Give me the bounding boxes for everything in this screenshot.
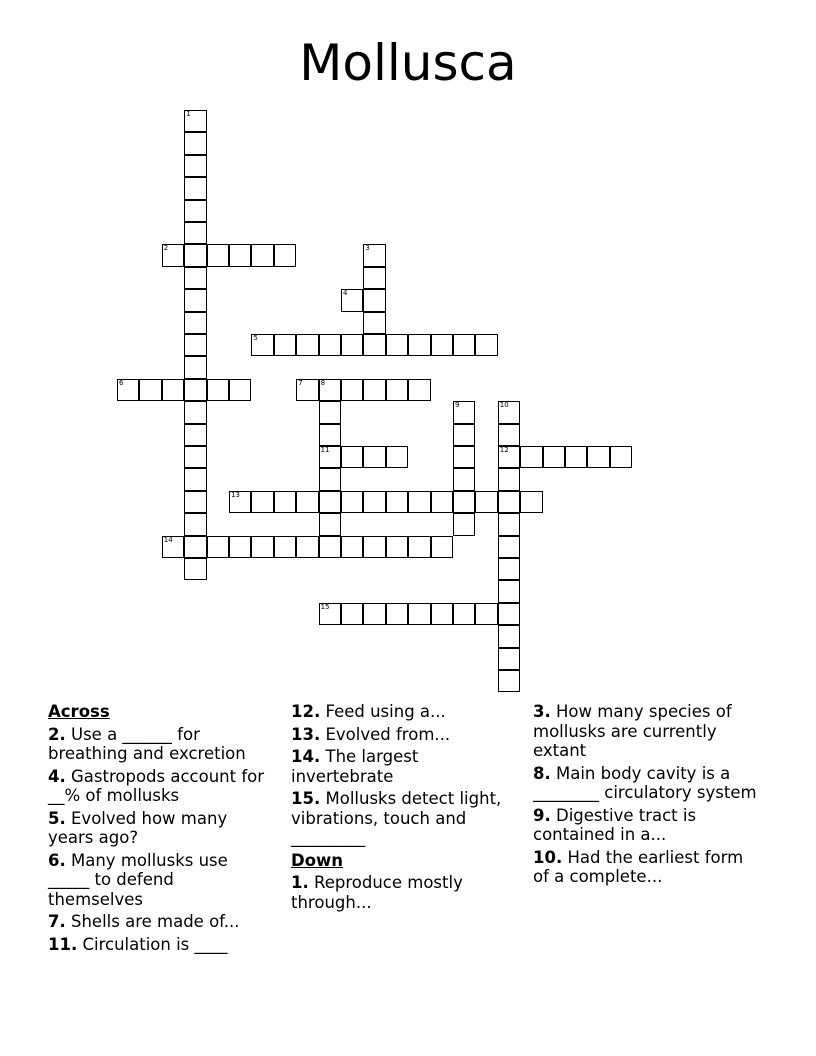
- grid-cell[interactable]: [453, 491, 475, 513]
- grid-cell[interactable]: [184, 513, 206, 535]
- grid-cell[interactable]: [229, 536, 251, 558]
- grid-cell[interactable]: [498, 401, 520, 423]
- grid-cell[interactable]: [565, 446, 587, 468]
- grid-cell[interactable]: [363, 312, 385, 334]
- grid-cell[interactable]: [184, 177, 206, 199]
- grid-cell[interactable]: [319, 491, 341, 513]
- clue-item: [48, 851, 274, 910]
- grid-cell[interactable]: [184, 379, 206, 401]
- grid-cell[interactable]: [498, 648, 520, 670]
- grid-cell[interactable]: [363, 491, 385, 513]
- grid-cell[interactable]: [184, 244, 206, 266]
- grid-cell[interactable]: [431, 491, 453, 513]
- grid-cell[interactable]: [251, 491, 273, 513]
- grid-cell[interactable]: [520, 446, 542, 468]
- clue-number: 11: [320, 446, 330, 454]
- grid-cell[interactable]: [386, 446, 408, 468]
- grid-cell[interactable]: [431, 536, 453, 558]
- clue-item: [533, 764, 763, 803]
- grid-cell[interactable]: [386, 603, 408, 625]
- grid-cell[interactable]: [341, 536, 363, 558]
- clue-item: [48, 935, 274, 955]
- grid-cell[interactable]: [341, 491, 363, 513]
- grid-cell[interactable]: [408, 379, 430, 401]
- grid-cell[interactable]: [453, 513, 475, 535]
- clue-number: 13: [231, 490, 240, 499]
- clue-number-label: 2.: [48, 724, 66, 744]
- grid-cell[interactable]: [184, 267, 206, 289]
- grid-cell[interactable]: [296, 379, 318, 401]
- clue-text: Circulation is ____: [82, 934, 228, 954]
- grid-cell[interactable]: [296, 536, 318, 558]
- clue-item: [291, 873, 513, 912]
- grid-cell[interactable]: [162, 379, 184, 401]
- grid-cell[interactable]: [341, 289, 363, 311]
- puzzle-title: Mollusca: [299, 34, 517, 92]
- grid-cell[interactable]: [386, 536, 408, 558]
- grid-cell[interactable]: [587, 446, 609, 468]
- grid-cell[interactable]: [184, 491, 206, 513]
- grid-cell[interactable]: [251, 334, 273, 356]
- grid-cell[interactable]: [498, 625, 520, 647]
- grid-cell[interactable]: [319, 379, 341, 401]
- grid-cell[interactable]: [498, 558, 520, 580]
- grid-cell[interactable]: [408, 536, 430, 558]
- clue-text: Reproduce mostly through...: [291, 873, 463, 912]
- grid-cell[interactable]: [363, 289, 385, 311]
- grid-cell[interactable]: [229, 491, 251, 513]
- grid-cell[interactable]: [207, 379, 229, 401]
- grid-cell[interactable]: [475, 603, 497, 625]
- clue-text: How many species of mollusks are currently extant: [533, 702, 732, 760]
- grid-cell[interactable]: [498, 603, 520, 625]
- section-heading-across: Across: [48, 702, 110, 721]
- grid-cell[interactable]: [543, 446, 565, 468]
- grid-cell[interactable]: [184, 132, 206, 154]
- grid-cell[interactable]: [296, 491, 318, 513]
- grid-cell[interactable]: [498, 536, 520, 558]
- grid-cell[interactable]: [498, 580, 520, 602]
- grid-cell[interactable]: [498, 513, 520, 535]
- clue-number-label: 6.: [48, 850, 66, 870]
- clue-item: [533, 848, 763, 887]
- grid-cell[interactable]: [498, 491, 520, 513]
- grid-cell[interactable]: [363, 379, 385, 401]
- clue-item: [291, 789, 513, 848]
- clue-number-label: 1.: [291, 873, 309, 892]
- grid-cell[interactable]: [363, 446, 385, 468]
- grid-cell[interactable]: [363, 267, 385, 289]
- grid-cell[interactable]: [184, 424, 206, 446]
- grid-cell[interactable]: [453, 401, 475, 423]
- clue-item: [291, 725, 513, 745]
- grid-cell[interactable]: [184, 200, 206, 222]
- clue-number: 8: [320, 378, 326, 387]
- grid-cell[interactable]: [184, 312, 206, 334]
- clue-text: Gastropods account for __% of mollusks: [48, 766, 265, 805]
- clue-number: 14: [163, 535, 173, 544]
- grid-cell[interactable]: [184, 289, 206, 311]
- clue-text: Use a ______ for breathing and excretion: [48, 724, 246, 763]
- grid-cell[interactable]: [431, 334, 453, 356]
- clue-column-3: [533, 702, 763, 890]
- grid-cell[interactable]: [296, 334, 318, 356]
- grid-cell[interactable]: [475, 334, 497, 356]
- grid-cell[interactable]: [498, 424, 520, 446]
- clue-number: 7: [298, 378, 303, 387]
- clue-item: [48, 809, 274, 848]
- grid-cell[interactable]: [319, 603, 341, 625]
- clue-number: 5: [253, 334, 258, 342]
- grid-cell[interactable]: [184, 356, 206, 378]
- clue-number: 15: [320, 602, 330, 611]
- section-heading-down: Down: [291, 850, 344, 870]
- clue-text: Digestive tract is contained in a...: [533, 805, 697, 844]
- grid-cell[interactable]: [341, 379, 363, 401]
- grid-cell[interactable]: [386, 379, 408, 401]
- grid-cell[interactable]: [341, 446, 363, 468]
- grid-cell[interactable]: [184, 222, 206, 244]
- grid-cell[interactable]: [184, 401, 206, 423]
- grid-cell[interactable]: [319, 401, 341, 423]
- grid-cell[interactable]: [453, 603, 475, 625]
- grid-cell[interactable]: [229, 379, 251, 401]
- grid-cell[interactable]: [184, 334, 206, 356]
- grid-cell[interactable]: [184, 536, 206, 558]
- clue-number-label: 11.: [48, 934, 78, 954]
- clue-number: 12: [499, 446, 509, 454]
- grid-cell[interactable]: [139, 379, 161, 401]
- grid-cell[interactable]: [251, 244, 273, 266]
- clue-item: [48, 912, 274, 932]
- clue-number: 6: [119, 378, 124, 387]
- grid-cell[interactable]: [274, 244, 296, 266]
- clue-number-label: 8.: [533, 763, 551, 783]
- clue-number-label: 10.: [533, 847, 563, 867]
- clue-text: Main body cavity is a ________ circulatory system: [533, 763, 757, 802]
- clue-item: [48, 725, 274, 764]
- grid-cell[interactable]: [319, 334, 341, 356]
- grid-cell[interactable]: [319, 468, 341, 490]
- clue-number: 4: [343, 289, 348, 298]
- grid-cell[interactable]: [453, 334, 475, 356]
- grid-cell[interactable]: [520, 491, 542, 513]
- grid-cell[interactable]: [184, 446, 206, 468]
- clue-number-label: 15.: [291, 789, 321, 808]
- clue-number-label: 3.: [533, 702, 551, 721]
- clue-text: Shells are made of...: [71, 912, 240, 931]
- clue-item: [533, 702, 763, 761]
- clue-column-1: [48, 702, 274, 957]
- grid-cell[interactable]: [274, 491, 296, 513]
- grid-cell[interactable]: [386, 491, 408, 513]
- grid-cell[interactable]: [408, 334, 430, 356]
- clue-number-label: 14.: [291, 747, 321, 766]
- grid-cell[interactable]: [475, 491, 497, 513]
- clue-column-2: [291, 702, 513, 915]
- grid-cell[interactable]: [184, 110, 206, 132]
- grid-cell[interactable]: [162, 244, 184, 266]
- clue-item: [291, 702, 513, 722]
- grid-cell[interactable]: [117, 379, 139, 401]
- grid-cell[interactable]: [319, 536, 341, 558]
- clue-number: 9: [455, 401, 460, 410]
- grid-cell[interactable]: [207, 536, 229, 558]
- clue-number-label: 12.: [291, 702, 321, 721]
- grid-cell[interactable]: [498, 446, 520, 468]
- grid-cell[interactable]: [184, 558, 206, 580]
- clue-number-label: 7.: [48, 912, 66, 931]
- clue-text: Evolved how many years ago?: [48, 808, 228, 847]
- grid-cell[interactable]: [610, 446, 632, 468]
- grid-cell[interactable]: [319, 513, 341, 535]
- grid-cell[interactable]: [453, 446, 475, 468]
- grid-cell[interactable]: [319, 424, 341, 446]
- grid-cell[interactable]: [341, 334, 363, 356]
- grid-cell[interactable]: [498, 670, 520, 692]
- grid-cell[interactable]: [229, 244, 251, 266]
- grid-cell[interactable]: [453, 468, 475, 490]
- grid-cell[interactable]: [184, 468, 206, 490]
- grid-cell[interactable]: [207, 244, 229, 266]
- clue-number: 2: [163, 244, 169, 253]
- grid-cell[interactable]: [184, 155, 206, 177]
- clue-number-label: 5.: [48, 808, 66, 828]
- clue-text: Feed using a...: [325, 702, 446, 721]
- clue-number-label: 4.: [48, 766, 66, 786]
- grid-cell[interactable]: [453, 424, 475, 446]
- grid-cell[interactable]: [408, 603, 430, 625]
- clue-text: Mollusks detect light, vibrations, touch and _________: [291, 789, 502, 847]
- grid-cell[interactable]: [319, 446, 341, 468]
- grid-cell[interactable]: [363, 334, 385, 356]
- clue-number-label: 13.: [291, 724, 321, 744]
- grid-cell[interactable]: [363, 603, 385, 625]
- grid-cell[interactable]: [274, 334, 296, 356]
- grid-cell[interactable]: [274, 536, 296, 558]
- clue-item: [48, 767, 274, 806]
- grid-cell[interactable]: [498, 468, 520, 490]
- clue-text: Many mollusks use _____ to defend themselves: [48, 850, 228, 909]
- clue-text: Had the earliest form of a complete...: [533, 847, 744, 886]
- grid-cell[interactable]: [363, 536, 385, 558]
- grid-cell[interactable]: [431, 603, 453, 625]
- clue-item: [533, 806, 763, 845]
- grid-cell[interactable]: [408, 491, 430, 513]
- clue-text: Evolved from...: [325, 724, 451, 744]
- grid-cell[interactable]: [386, 334, 408, 356]
- grid-cell[interactable]: [363, 244, 385, 266]
- clue-item: [291, 747, 513, 786]
- clue-text: The largest invertebrate: [291, 747, 419, 786]
- grid-cell[interactable]: [251, 536, 273, 558]
- clue-number: 3: [365, 244, 370, 253]
- clue-number: 1: [186, 110, 191, 118]
- grid-cell[interactable]: [341, 603, 363, 625]
- grid-cell[interactable]: [162, 536, 184, 558]
- clue-number-label: 9.: [533, 805, 551, 825]
- clue-number: 10: [499, 401, 509, 410]
